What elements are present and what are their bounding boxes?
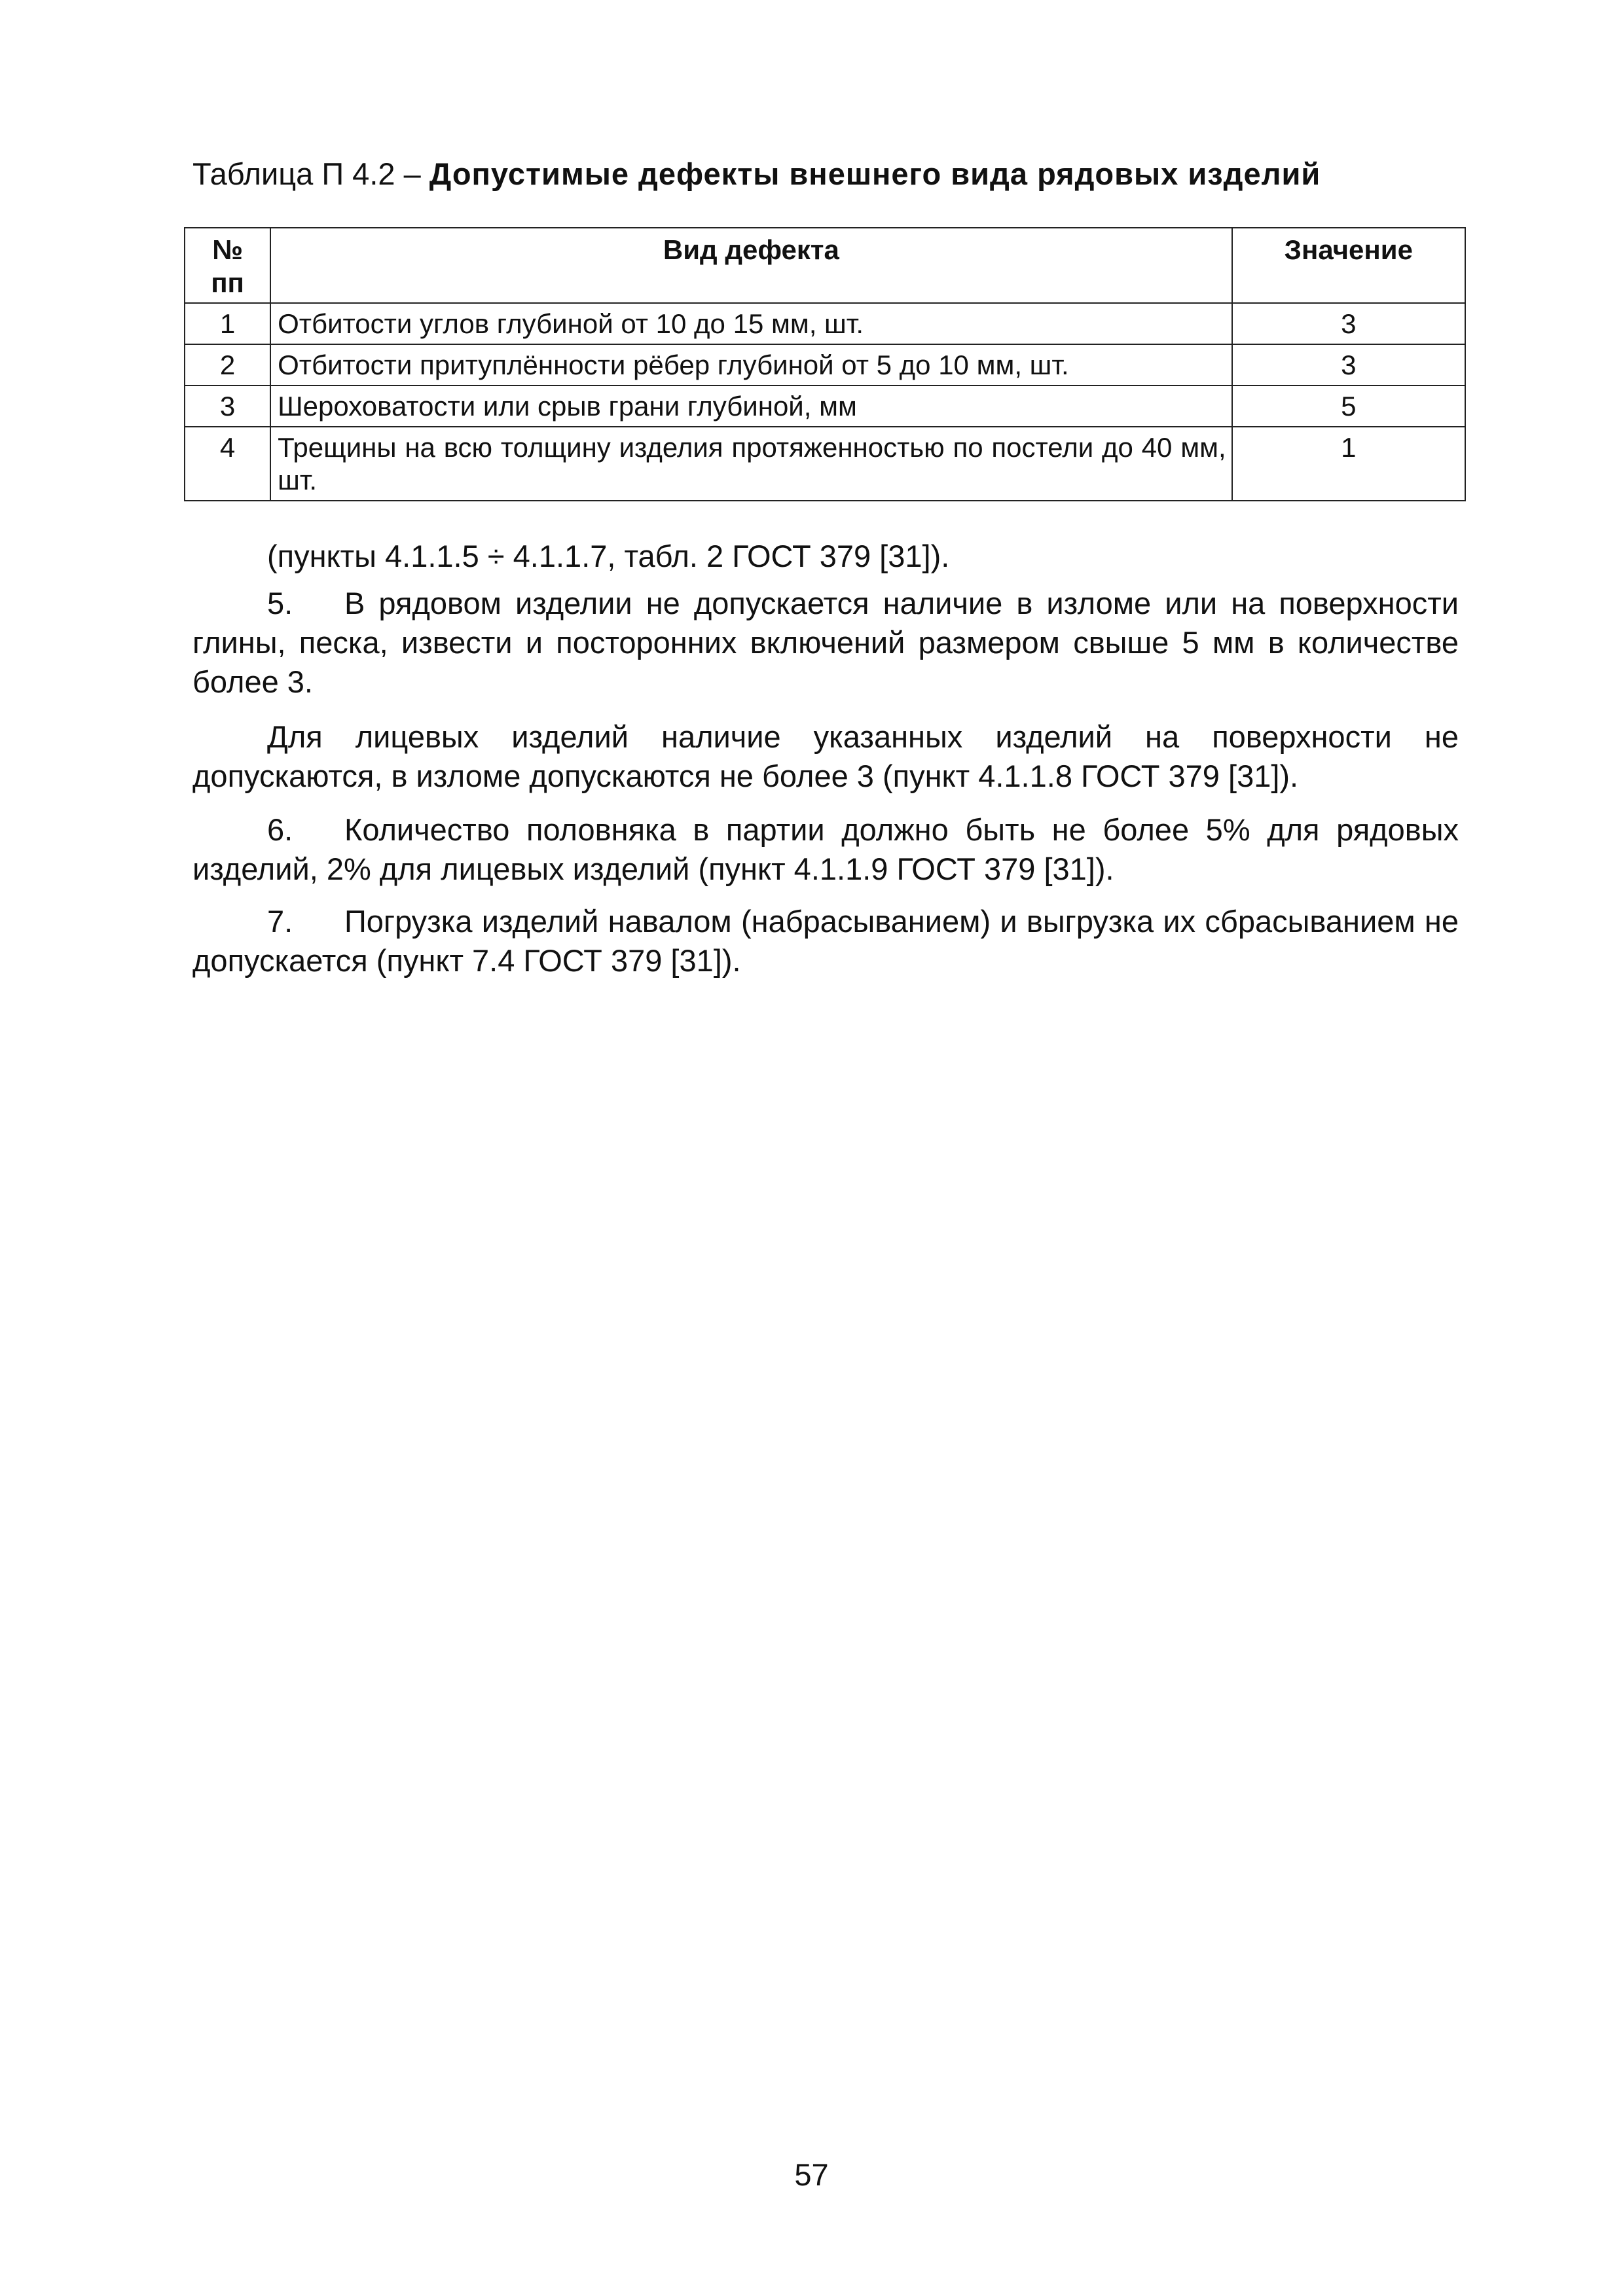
item-text: В рядовом изделии не допускается наличие в изломе или на поверхности глины, песка, извести и посторонних включений размером свыше 5 мм в количестве более 3. [192,586,1459,699]
row-value: 1 [1232,427,1465,501]
paragraph-item-7 [192,902,1459,980]
header-defect-type: Вид дефекта [270,228,1232,303]
header-num: № пп [185,228,270,303]
defects-table [184,227,1466,501]
item-number: 5. [267,586,293,620]
item-text: Погрузка изделий навалом (набрасыванием) и выгрузка их сбрасыванием не допускается (пункт 7.4 ГОСТ 379 [31]). [192,904,1459,978]
page-number: 57 [794,2157,829,2192]
row-num: 3 [185,386,270,427]
row-value: 3 [1232,344,1465,386]
table-row [185,344,1465,386]
table-row [185,386,1465,427]
table-header-row [185,228,1465,303]
caption-prefix: Таблица П 4.2 – [192,156,429,191]
paragraph-item-6 [192,810,1459,889]
row-num: 2 [185,344,270,386]
paragraph-reference: (пункты 4.1.1.5 ÷ 4.1.1.7, табл. 2 ГОСТ 379 [31]). [267,539,950,573]
row-num: 1 [185,303,270,344]
paragraph-item-5 [192,584,1459,702]
row-desc: Отбитости углов глубиной от 10 до 15 мм, шт. [270,303,1232,344]
item-number: 6. [267,812,293,847]
row-desc: Трещины на всю толщину изделия протяженностью по постели до 40 мм, шт. [270,427,1232,501]
row-desc: Шероховатости или срыв грани глубиной, мм [270,386,1232,427]
row-desc: Отбитости притуплённости рёбер глубиной от 5 до 10 мм, шт. [270,344,1232,386]
row-num: 4 [185,427,270,501]
table-row [185,427,1465,501]
item-number: 7. [267,904,293,939]
paragraph-face-products: Для лицевых изделий наличие указанных изделий на поверхности не допускаются, в изломе допускаются не более 3 (пункт 4.1.1.8 ГОСТ 379 [31]). [192,719,1459,793]
row-value: 5 [1232,386,1465,427]
table-caption [192,154,1321,194]
item-text: Количество половняка в партии должно быть не более 5% для рядовых изделий, 2% для лицевых изделий (пункт 4.1.1.9 ГОСТ 379 [31]). [192,812,1459,886]
table-row [185,303,1465,344]
caption-title: Допустимые дефекты внешнего вида рядовых изделий [429,156,1321,191]
row-value: 3 [1232,303,1465,344]
header-value: Значение [1232,228,1465,303]
